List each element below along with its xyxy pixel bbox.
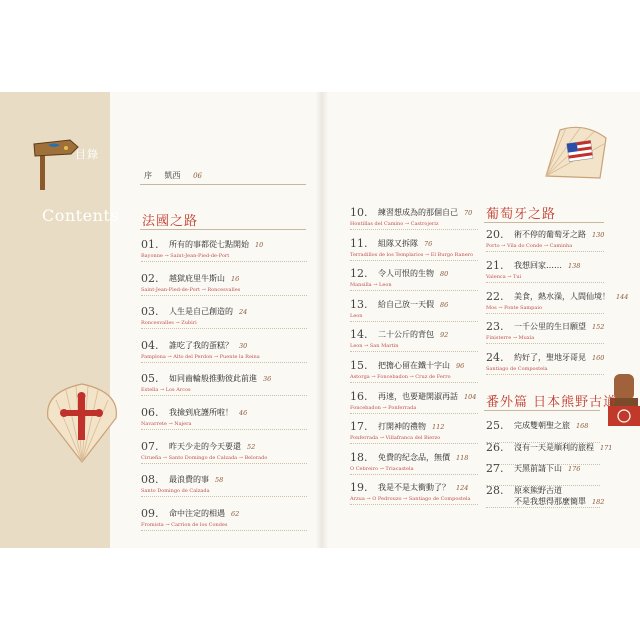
chapter-number: 12. xyxy=(350,267,368,281)
section-title-portugal: 葡萄牙之路 xyxy=(486,207,557,222)
chapter-route: Cirueña → Santo Domingo de Calzada → Belorado xyxy=(141,454,268,461)
divider xyxy=(141,261,307,262)
chapter-title xyxy=(378,207,472,218)
chapter-route: Ponferrada → Villafranca del Bierzo xyxy=(350,435,441,442)
toc-entry[interactable] xyxy=(486,320,604,346)
chapter-page: 36 xyxy=(263,375,272,384)
divider xyxy=(141,328,307,329)
toc-entry[interactable] xyxy=(350,206,478,232)
chapter-title-text: 越獄庇里牛斯山 xyxy=(169,273,225,283)
divider xyxy=(484,410,600,411)
divider xyxy=(486,343,604,344)
chapter-page: 46 xyxy=(239,409,248,417)
divider xyxy=(141,463,307,464)
chapter-page: 96 xyxy=(456,362,465,370)
chapter-route: O Cebreiro → Triacastela xyxy=(350,465,414,472)
chapter-number: 14. xyxy=(350,328,368,342)
chapter-route: Foncebadon → Ponferrada xyxy=(350,404,417,411)
chapter-page: 70 xyxy=(464,209,473,217)
chapter-page: 10 xyxy=(255,241,264,249)
toc-entry[interactable] xyxy=(141,440,307,466)
chapter-route: Estella → Los Arcos xyxy=(141,387,191,394)
chapter-title-text: 我撿到庇護所啦！ xyxy=(169,408,233,417)
chapter-title xyxy=(169,441,255,452)
chapter-page: 160 xyxy=(592,354,605,363)
chapter-page: 124 xyxy=(456,484,469,493)
chapter-number: 18. xyxy=(350,450,368,464)
chapter-page: 16 xyxy=(231,274,240,283)
preface-label: 序 xyxy=(144,171,152,180)
toc-entry[interactable] xyxy=(350,451,478,477)
chapter-title xyxy=(169,407,247,418)
chapter-title xyxy=(514,352,604,363)
chapter-page: 104 xyxy=(464,392,477,401)
chapter-page: 144 xyxy=(616,292,629,301)
chapter-route: Hontillas del Camino → Castrojeriz xyxy=(350,221,439,227)
chapter-title xyxy=(169,306,247,317)
chapter-page: 138 xyxy=(568,261,581,270)
chapter-number: 08. xyxy=(141,473,159,487)
toc-entry[interactable] xyxy=(486,351,604,377)
chapter-title-text: 術不停的葡萄牙之路 xyxy=(514,230,586,239)
chapter-title xyxy=(169,508,239,519)
chapter-number: 13. xyxy=(350,297,368,311)
chapter-number: 26. xyxy=(486,440,504,454)
chapter-page: 76 xyxy=(424,239,433,248)
chapter-route: Bayonne → Saint-Jean-Pied-de-Port xyxy=(141,253,230,259)
chapter-title xyxy=(169,474,223,485)
chapter-number: 07. xyxy=(141,439,159,453)
chapter-title xyxy=(378,329,448,340)
chapter-route: Leon xyxy=(350,312,363,319)
toc-entry[interactable] xyxy=(141,406,307,432)
toc-entry[interactable] xyxy=(350,481,478,507)
chapter-page: 92 xyxy=(440,331,449,340)
contents-label-cn: 目錄 xyxy=(75,148,99,161)
chapter-title xyxy=(378,299,448,310)
toc-entry[interactable] xyxy=(350,298,478,324)
preface-page: 06 xyxy=(193,172,203,180)
chapter-title-text: 打開神的禮物 xyxy=(378,422,426,432)
chapter-page: 130 xyxy=(592,231,605,239)
chapter-number: 05. xyxy=(141,372,159,386)
chapter-number: 09. xyxy=(141,506,159,520)
chapter-number: 25. xyxy=(486,419,504,432)
divider xyxy=(350,260,478,261)
chapter-title-text: 練習想成為的那個自己 xyxy=(378,208,458,217)
chapter-title-text: 令人可恨的生物 xyxy=(378,269,434,279)
chapter-title xyxy=(514,291,628,302)
chapter-title-text: 不是我想得那麼簡單 xyxy=(514,496,586,506)
chapter-number: 19. xyxy=(350,481,368,495)
chapter-title-text: 所有的事都從七點開始 xyxy=(169,240,249,249)
chapter-route: Astorga → Foncebadon → Cruz de Ferro xyxy=(350,374,451,380)
toc-entry[interactable] xyxy=(350,328,478,354)
chapter-title xyxy=(378,452,468,463)
chapter-number: 15. xyxy=(350,359,368,372)
chapter-page: 168 xyxy=(576,422,589,430)
divider xyxy=(486,507,600,508)
chapter-title xyxy=(378,238,432,249)
divider xyxy=(484,222,604,223)
chapter-page: 62 xyxy=(231,509,240,518)
chapter-page: 58 xyxy=(215,476,224,485)
chapter-page: 24 xyxy=(239,308,248,317)
chapter-title xyxy=(378,360,464,371)
chapter-title xyxy=(514,420,588,431)
chapter-page: 80 xyxy=(440,270,449,279)
toc-entry[interactable] xyxy=(141,507,307,533)
chapter-number: 01. xyxy=(141,238,159,251)
chapter-route: Arzua → O Pedrouzo → Santiago de Compostela xyxy=(350,496,471,503)
chapter-title xyxy=(378,268,448,279)
chapter-route: Valenca → Tui xyxy=(486,273,522,280)
toc-entry[interactable] xyxy=(350,267,478,293)
toc-entry[interactable] xyxy=(350,359,478,385)
divider xyxy=(350,382,478,383)
preface-author: 凱西 xyxy=(164,171,181,180)
chapter-title xyxy=(169,340,247,351)
chapter-number: 03. xyxy=(141,305,159,319)
divider xyxy=(141,395,307,396)
chapter-route: Fromista → Carrion de los Condes xyxy=(141,521,228,528)
chapter-route: Santo Domingo de Calzada xyxy=(141,488,210,495)
toc-entry[interactable] xyxy=(486,259,604,285)
chapter-page: 118 xyxy=(456,453,469,462)
scallop-shell-cross-icon xyxy=(40,378,124,466)
chapter-number: 11. xyxy=(350,236,368,250)
contents-label-en: Contents xyxy=(42,206,120,225)
chapter-number: 27. xyxy=(486,462,504,475)
chapter-title-text: 誰吃了我的蛋糕？ xyxy=(169,340,233,350)
chapter-title xyxy=(169,239,263,250)
chapter-number: 16. xyxy=(350,389,368,403)
toc-entry[interactable] xyxy=(141,305,307,331)
chapter-number: 21. xyxy=(486,258,504,272)
chapter-page: 182 xyxy=(592,497,605,506)
chapter-title xyxy=(514,463,580,474)
divider xyxy=(350,229,478,230)
chapter-title xyxy=(514,321,604,332)
toc-entry[interactable] xyxy=(350,390,478,416)
chapter-title-text: 給自己放一天假 xyxy=(378,299,434,309)
toc-entry[interactable] xyxy=(141,238,307,264)
chapter-number: 22. xyxy=(486,289,504,303)
chapter-title-text: 二十公斤的背包 xyxy=(378,330,434,340)
chapter-route: Roncesvalles → Zubiri xyxy=(141,320,197,327)
divider xyxy=(141,530,307,531)
chapter-route: Santiago de Compostela xyxy=(486,366,548,373)
chapter-page: 30 xyxy=(239,341,248,350)
chapter-title-text: 最浪費的事 xyxy=(169,475,209,485)
chapter-route: Saint-Jean-Pied-de-Port → Roncesvalles xyxy=(141,286,241,293)
divider xyxy=(141,496,307,497)
chapter-number: 23. xyxy=(486,320,504,334)
chapter-title-text: 免費的紀念品，無價 xyxy=(378,452,450,462)
chapter-page: 171 xyxy=(600,443,613,452)
scallop-shell-flag-icon xyxy=(540,122,612,184)
chapter-title xyxy=(169,373,271,384)
chapter-number: 17. xyxy=(350,420,368,434)
chapter-title-text: 組隊又拆隊 xyxy=(378,238,418,248)
chapter-title xyxy=(378,421,444,432)
chapter-title-text: 我想回家…… xyxy=(514,260,562,270)
chapter-title xyxy=(514,260,580,271)
chapter-route: Mos → Ponte Sampaio xyxy=(486,304,542,311)
signpost-icon xyxy=(30,136,82,192)
chapter-page: 86 xyxy=(440,300,449,309)
chapter-number: 06. xyxy=(141,406,159,419)
toc-entry[interactable] xyxy=(141,272,307,298)
chapter-number: 24. xyxy=(486,351,504,365)
toc-entry[interactable] xyxy=(350,420,478,446)
chapter-title-line2 xyxy=(514,496,604,507)
divider xyxy=(140,184,306,185)
chapter-title xyxy=(169,273,239,284)
toc-entry[interactable] xyxy=(486,228,604,254)
divider xyxy=(141,362,307,363)
toc-entry[interactable] xyxy=(486,483,605,510)
divider xyxy=(486,282,604,283)
divider xyxy=(350,290,478,291)
chapter-title-text: 昨天少走的今天要還 xyxy=(169,441,241,451)
chapter-page: 176 xyxy=(568,465,581,473)
chapter-route: Leon → San Martin xyxy=(350,343,399,350)
chapter-title-text: 我是不是太衝動了？ xyxy=(378,483,450,493)
chapter-title-text: 人生是自己創造的 xyxy=(169,307,233,317)
chapter-route: Pamplona → Alto del Perdon → Puente la Reina xyxy=(141,353,260,360)
chapter-title-text: 命中注定的相遇 xyxy=(169,508,225,518)
chapter-number: 04. xyxy=(141,338,159,352)
divider xyxy=(140,229,306,230)
chapter-route: Finisterre → Muxia xyxy=(486,335,535,342)
preface-entry[interactable] xyxy=(144,170,212,181)
divider xyxy=(486,251,604,252)
section-title-france: 法國之路 xyxy=(142,214,199,229)
divider xyxy=(350,413,478,414)
divider xyxy=(350,474,478,475)
toc-entry[interactable] xyxy=(486,289,629,316)
toc-entry[interactable] xyxy=(141,372,307,398)
section-title-japan: 番外篇 日本熊野古道 xyxy=(486,395,618,410)
chapter-title-text: 如同齒輪般推動彼此前進 xyxy=(169,374,257,384)
toc-entry[interactable] xyxy=(141,339,307,365)
chapter-title-text: 再速，也要避開淑再話 xyxy=(378,391,458,401)
divider xyxy=(141,429,307,430)
chapter-title xyxy=(514,442,612,453)
chapter-route: Terradillos de los Templarios → El Burgo Ranero xyxy=(350,251,474,258)
chapter-number: 02. xyxy=(141,271,159,285)
chapter-title xyxy=(378,391,476,402)
chapter-page: 112 xyxy=(432,423,445,432)
chapter-title-text: 美食，熱水澡，人間仙境！ xyxy=(514,291,610,301)
chapter-title-text: 完成雙朝聖之旅 xyxy=(514,421,570,430)
divider xyxy=(350,351,478,352)
divider xyxy=(350,321,478,322)
divider xyxy=(486,374,604,375)
divider xyxy=(486,313,604,314)
chapter-number: 10. xyxy=(350,206,368,219)
chapter-title-text: 原來熊野古道 xyxy=(514,485,562,495)
chapter-title-text: 把擔心留在鐵十字山 xyxy=(378,361,450,370)
chapter-title-text: 天黑前請下山 xyxy=(514,464,562,473)
chapter-title xyxy=(378,482,468,493)
divider xyxy=(141,295,307,296)
chapter-route: Porto → Vila do Conde → Caminha xyxy=(486,243,573,249)
toc-entry[interactable] xyxy=(350,237,478,263)
chapter-title xyxy=(514,229,604,240)
chapter-page: 52 xyxy=(247,442,256,451)
chapter-title xyxy=(514,485,562,496)
divider xyxy=(350,443,478,444)
chapter-route: Navarrete → Najera xyxy=(141,421,192,427)
chapter-page: 152 xyxy=(592,323,605,332)
chapter-title-text: 約好了，聖地牙哥見 xyxy=(514,353,586,363)
chapter-title-text: 一千公里的生日願望 xyxy=(514,322,586,332)
divider xyxy=(350,504,478,505)
chapter-route: Mansilla → Leon xyxy=(350,282,392,289)
chapter-number: 20. xyxy=(486,228,504,241)
chapter-number: 28. xyxy=(486,483,504,497)
toc-entry[interactable] xyxy=(141,473,307,499)
chapter-title-text: 沒有一天是順利的旅程 xyxy=(514,442,594,452)
book-binding xyxy=(316,92,328,548)
